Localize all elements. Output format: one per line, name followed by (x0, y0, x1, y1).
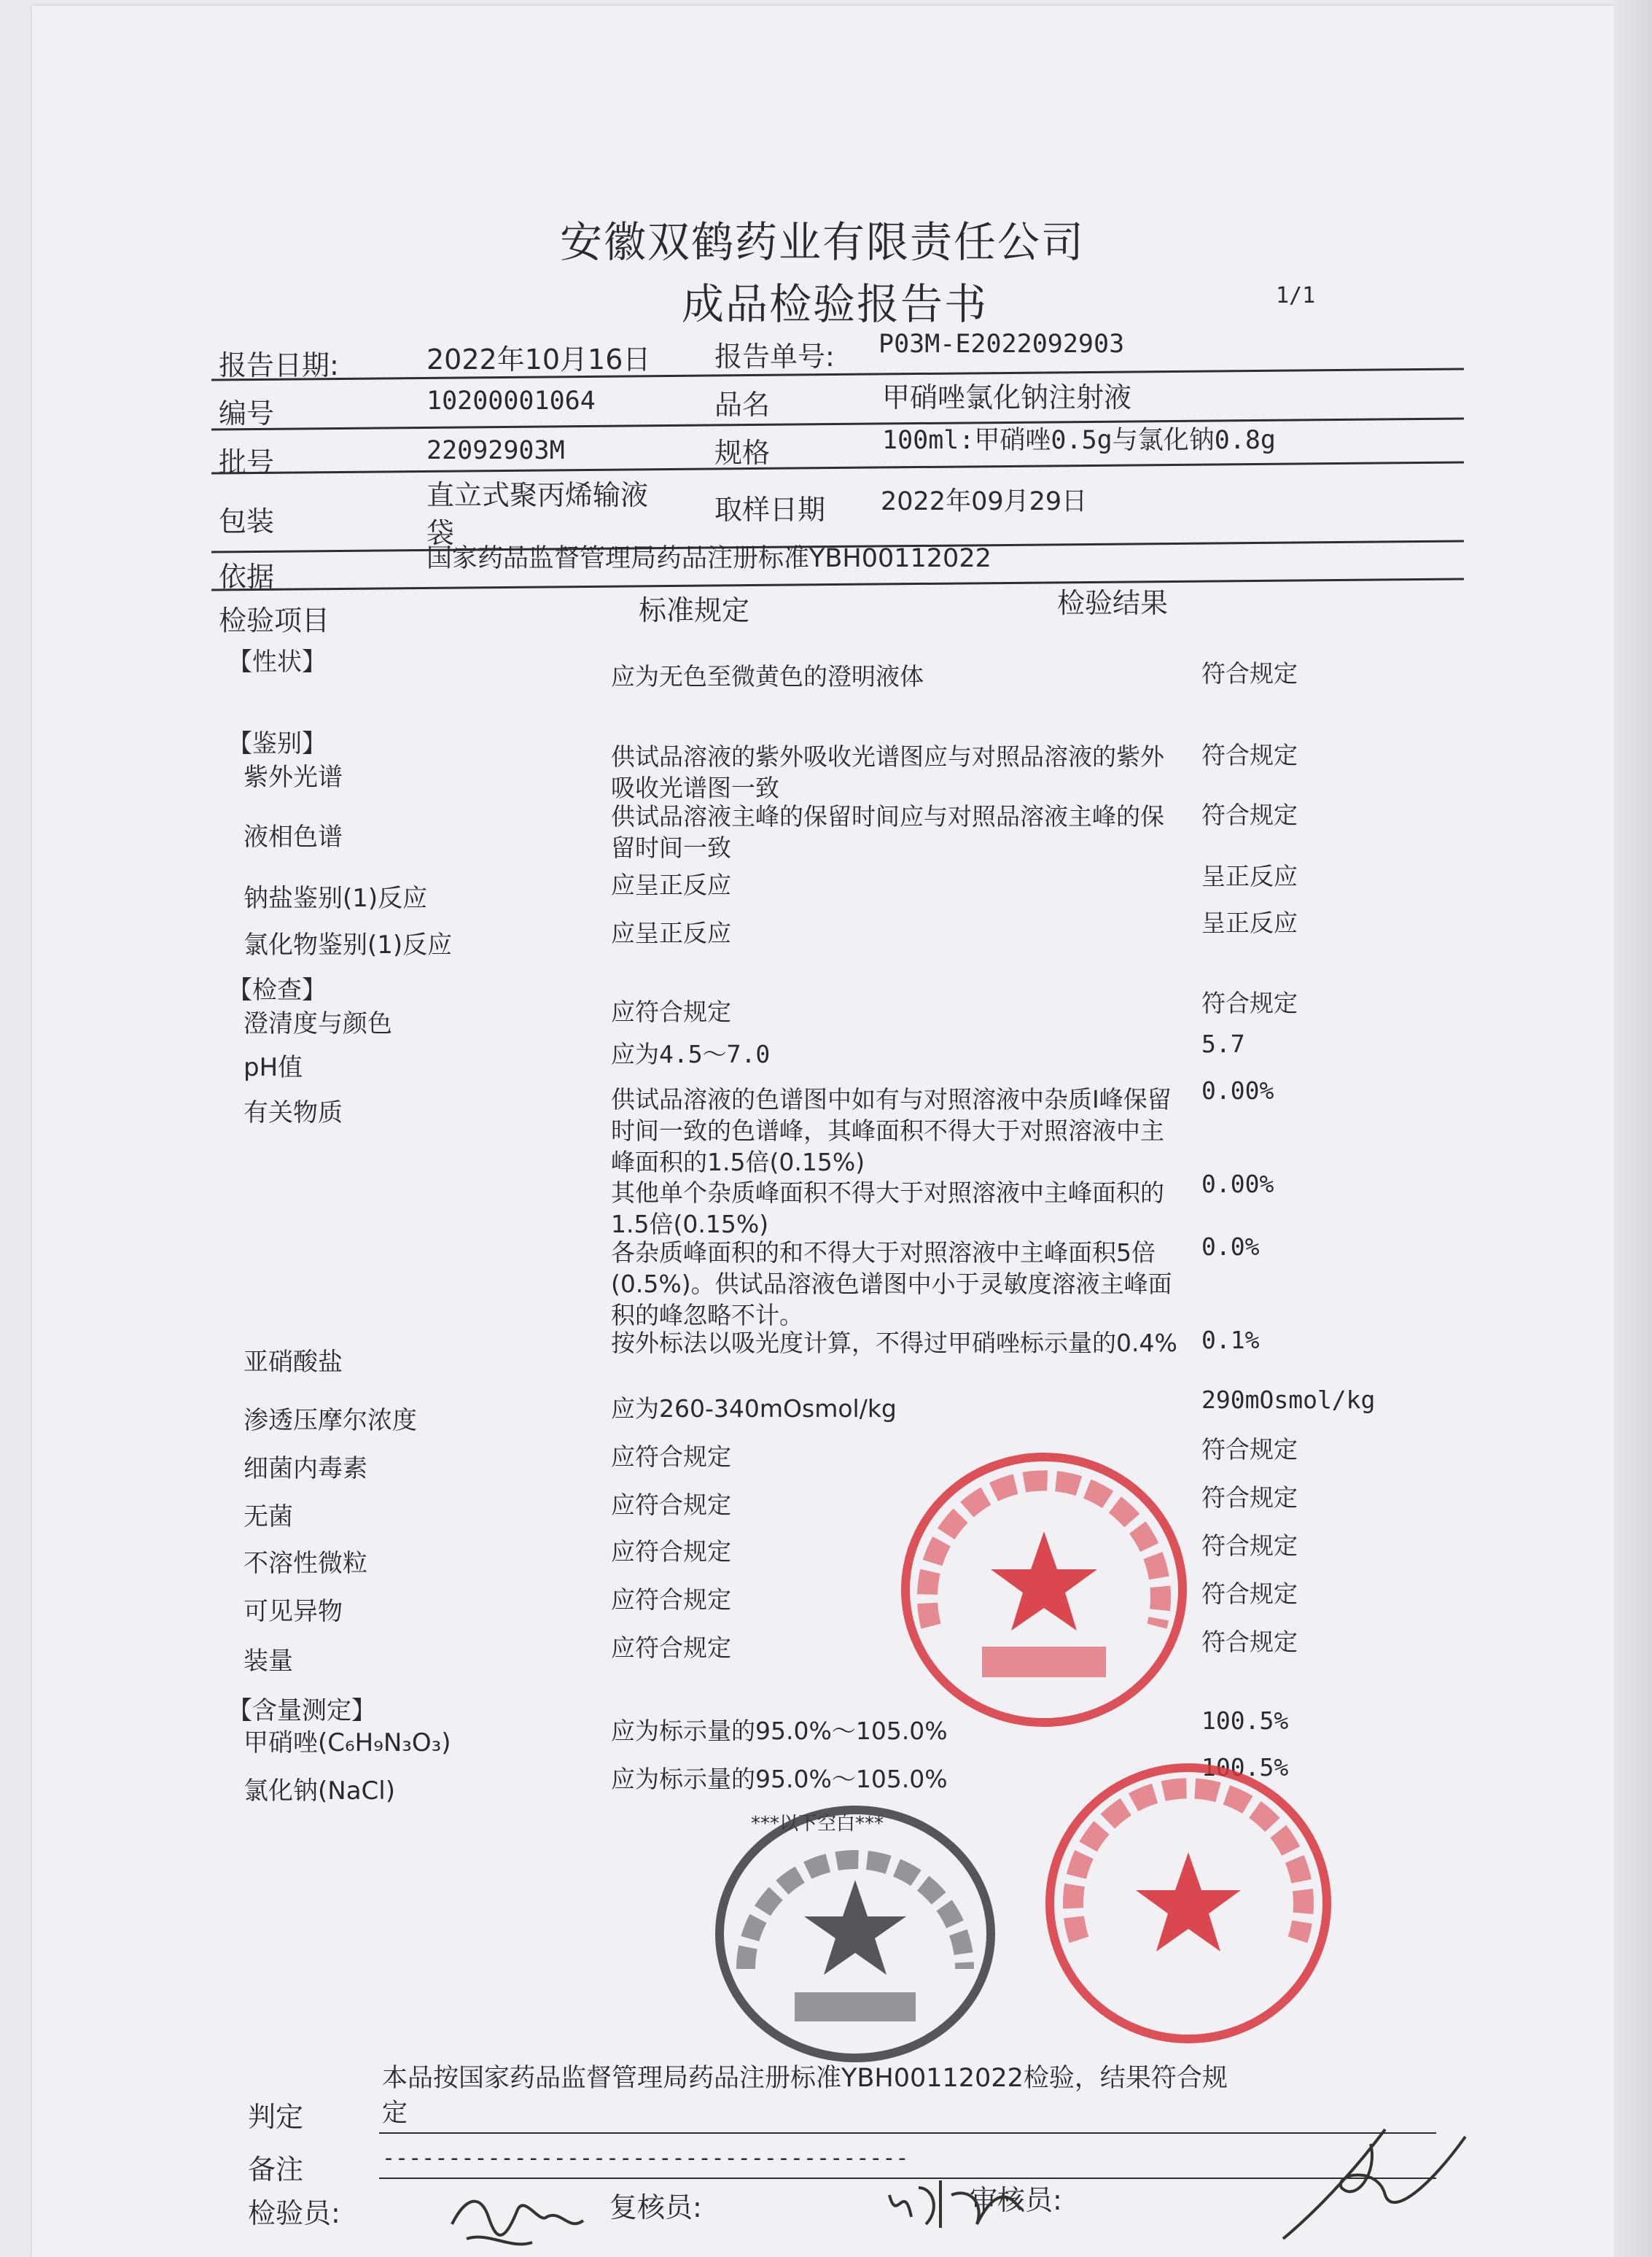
fill-standard: 应符合规定 (611, 1633, 731, 1662)
code-label: 编号 (219, 397, 275, 430)
conclusion-label: 判定 (248, 2101, 304, 2133)
product-value: 甲硝唑氯化钠注射液 (882, 381, 1132, 413)
sodium-item: 钠盐鉴别(1)反应 (243, 884, 428, 913)
section-identification: 【鉴别】 (227, 729, 327, 758)
spec-label: 规格 (714, 437, 771, 469)
nitrite-standard: 按外标法以吸光度计算，不得过甲硝唑标示量的0.4% (611, 1329, 1177, 1357)
batch-value: 22092903M (426, 436, 565, 465)
product-label: 品名 (714, 389, 771, 421)
nacl-result: 100.5% (1201, 1753, 1289, 1782)
spec-value: 100ml:甲硝唑0.5g与氯化钠0.8g (882, 426, 1277, 455)
sterile-item: 无菌 (243, 1502, 293, 1531)
ph-result: 5.7 (1201, 1030, 1245, 1058)
related-result-1: 0.00% (1201, 1076, 1274, 1105)
page-number: 1/1 (1276, 283, 1316, 308)
clarity-standard: 应符合规定 (611, 998, 731, 1026)
code-value: 10200001064 (426, 386, 596, 416)
ph-standard: 应为4.5～7.0 (611, 1040, 771, 1068)
sterile-result: 符合规定 (1201, 1483, 1298, 1512)
basis-label: 依据 (219, 561, 275, 593)
report-date-label: 报告日期: (219, 349, 339, 381)
related-item: 有关物质 (243, 1098, 343, 1127)
sodium-result: 呈正反应 (1201, 862, 1298, 890)
uv-standard: 供试品溶液的紫外吸收光谱图应与对照品溶液的紫外吸收光谱图一致 (611, 742, 1164, 802)
uv-result: 符合规定 (1201, 741, 1298, 769)
fill-item: 装量 (243, 1647, 293, 1676)
black-stamp-inspection-seal (713, 1801, 997, 2064)
nitrite-result: 0.1% (1201, 1326, 1260, 1354)
sterile-standard: 应符合规定 (611, 1491, 731, 1519)
column-result: 检验结果 (1057, 587, 1169, 619)
company-name: 安徽双鹤药业有限责任公司 (560, 217, 1086, 267)
batch-label: 批号 (219, 446, 275, 478)
hplc-standard: 供试品溶液主峰的保留时间应与对照品溶液主峰的保留时间一致 (611, 802, 1164, 862)
reviewer-label: 复核员: (609, 2191, 702, 2223)
conclusion-text-line1: 本品按国家药品监督管理局药品注册标准YBH00112022检验，结果符合规 (382, 2064, 1228, 2093)
particle-result: 符合规定 (1201, 1531, 1298, 1560)
hplc-item: 液相色谱 (243, 823, 343, 852)
visible-item: 可见异物 (243, 1597, 343, 1626)
related-standard-1: 供试品溶液的色谱图中如有与对照溶液中杂质I峰保留时间一致的色谱峰，其峰面积不得大于对照溶液中主峰面积的1.5倍(0.15%) (611, 1085, 1172, 1176)
report-title: 成品检验报告书 (682, 279, 989, 329)
sample-date-label: 取样日期 (714, 494, 826, 526)
section-inspection: 【检查】 (227, 976, 327, 1005)
hplc-result: 符合规定 (1201, 801, 1298, 829)
clarity-item: 澄清度与颜色 (243, 1009, 392, 1038)
inspector-label: 检验员: (248, 2197, 340, 2229)
endotoxin-standard: 应符合规定 (611, 1442, 731, 1471)
conclusion-text-line2: 定 (382, 2099, 408, 2128)
report-date: 2022年10月16日 (426, 343, 651, 376)
osmo-result: 290mOsmol/kg (1201, 1386, 1376, 1414)
chloride-result: 呈正反应 (1201, 909, 1298, 937)
chloride-item: 氯化物鉴别(1)反应 (243, 931, 453, 960)
related-result-2: 0.00% (1201, 1170, 1274, 1198)
particle-item: 不溶性微粒 (243, 1549, 367, 1578)
osmo-item: 渗透压摩尔浓度 (243, 1406, 417, 1435)
nacl-item: 氯化钠(NaCl) (243, 1776, 395, 1806)
chloride-standard: 应呈正反应 (611, 919, 731, 947)
metronidazole-result: 100.5% (1201, 1706, 1289, 1735)
section-assay: 【含量测定】 (227, 1696, 376, 1725)
red-stamp-report-seal (1043, 1757, 1334, 2049)
package-label: 包装 (219, 505, 275, 537)
section-appearance: 【性状】 (227, 648, 327, 677)
inspector-signature (437, 2180, 598, 2257)
visible-standard: 应符合规定 (611, 1585, 731, 1614)
reviewer-signature (882, 2166, 1028, 2239)
related-standard-2: 其他单个杂质峰面积不得大于对照溶液中主峰面积的1.5倍(0.15%) (611, 1178, 1164, 1238)
appearance-standard: 应为无色至微黄色的澄明液体 (611, 662, 924, 691)
sample-date: 2022年09月29日 (881, 487, 1088, 516)
fill-result: 符合规定 (1201, 1628, 1298, 1656)
endotoxin-result: 符合规定 (1201, 1435, 1298, 1464)
nacl-standard: 应为标示量的95.0%～105.0% (611, 1765, 948, 1793)
nitrite-item: 亚硝酸盐 (243, 1348, 343, 1377)
package-value-line2: 袋 (426, 517, 455, 549)
related-standard-3: 各杂质峰面积的和不得大于对照溶液中主峰面积5倍(0.5%)。供试品溶液色谱图中小于灵敏度溶液主峰面积的峰忽略不计。 (611, 1238, 1172, 1329)
endotoxin-item: 细菌内毒素 (243, 1454, 367, 1483)
auditor-signature (1269, 2115, 1473, 2253)
visible-result: 符合规定 (1201, 1580, 1298, 1608)
package-value-line1: 直立式聚丙烯输液 (426, 479, 649, 511)
remarks-label: 备注 (248, 2153, 304, 2186)
column-standard: 标准规定 (639, 594, 750, 626)
red-stamp-quality-department (891, 1444, 1197, 1736)
appearance-result: 符合规定 (1201, 659, 1298, 688)
column-item: 检验项目 (219, 605, 330, 637)
related-result-3: 0.0% (1201, 1232, 1260, 1261)
end-mark: ***以下空白*** (751, 1813, 884, 1835)
remarks-value: ---------------------------------------- (382, 2145, 909, 2171)
metronidazole-item: 甲硝唑(C₆H₉N₃O₃) (243, 1728, 451, 1757)
osmo-standard: 应为260-340mOsmol/kg (611, 1394, 897, 1423)
metronidazole-standard: 应为标示量的95.0%～105.0% (611, 1717, 948, 1745)
report-no-label: 报告单号: (714, 341, 835, 373)
uv-item: 紫外光谱 (243, 763, 343, 792)
sodium-standard: 应呈正反应 (611, 871, 731, 899)
basis-value: 国家药品监督管理局药品注册标准YBH00112022 (426, 544, 991, 573)
particle-standard: 应符合规定 (611, 1537, 731, 1566)
page-edge (1614, 0, 1652, 2257)
auditor-label: 审核员: (970, 2184, 1062, 2216)
clarity-result: 符合规定 (1201, 989, 1298, 1017)
ph-item: pH值 (243, 1053, 303, 1082)
report-no: P03M-E2022092903 (878, 330, 1125, 359)
